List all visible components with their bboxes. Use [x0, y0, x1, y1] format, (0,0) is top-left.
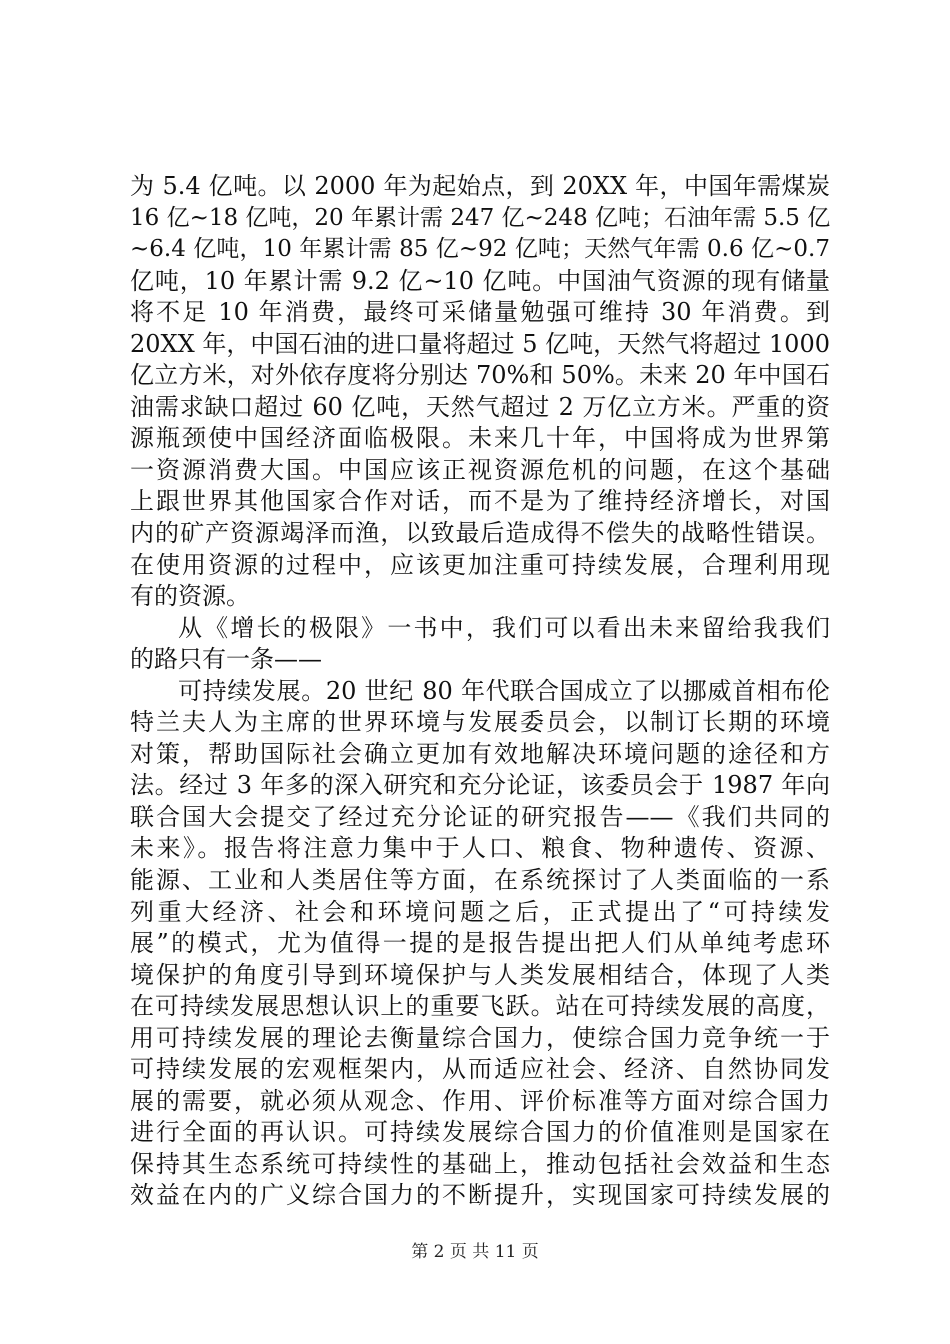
text-line: 源瓶颈使中国经济面临极限。未来几十年，中国将成为世界第 — [130, 424, 830, 453]
text-line: 能源、工业和人类居住等方面，在系统探讨了人类面临的一系 — [130, 866, 830, 894]
text-line: 20XX 年，中国石油的进口量将超过 5 亿吨，天然气将超过 1000 — [130, 329, 830, 358]
text-line: 境保护的角度引导到环境保护与人类发展相结合，体现了人类 — [130, 960, 830, 989]
text-line: 将不足 10 年消费，最终可采储量勉强可维持 30 年消费。到 — [130, 298, 830, 327]
paragraph-first-line: 可持续发展。20 世纪 80 年代联合国成立了以挪威首相布伦 — [178, 676, 830, 705]
text-line: 16 亿~18 亿吨，20 年累计需 247 亿~248 亿吨；石油年需 5.5 亿 — [130, 204, 831, 231]
text-line: 展的需要，就必须从观念、作用、评价标准等方面对综合国力 — [130, 1086, 830, 1115]
text-line: 展”的模式，尤为值得一提的是报告提出把人们从单纯考虑环 — [130, 929, 830, 958]
text-line: 在可持续发展思想认识上的重要飞跃。站在可持续发展的高度， — [130, 992, 830, 1021]
text-line: 法。经过 3 年多的深入研究和充分论证，该委员会于 1987 年向 — [130, 771, 830, 800]
text-line: 进行全面的再认识。可持续发展综合国力的价值准则是国家在 — [130, 1118, 830, 1147]
text-line: 亿吨，10 年累计需 9.2 亿~10 亿吨。中国油气资源的现有储量 — [130, 266, 830, 295]
text-line: 未来》。报告将注意力集中于人口、粮食、物种遗传、资源、 — [130, 834, 830, 863]
text-line: 为 5.4 亿吨。以 2000 年为起始点，到 20XX 年，中国年需煤炭 — [130, 172, 830, 200]
text-line: 亿立方米，对外依存度将分别达 70%和 50%。未来 20 年中国石 — [130, 361, 830, 390]
text-line: 特兰夫人为主席的世界环境与发展委员会，以制订长期的环境 — [130, 708, 830, 737]
text-line: 内的矿产资源竭泽而渔，以致最后造成得不偿失的战略性错误。 — [130, 519, 830, 547]
paragraph-first-line: 从《增长的极限》一书中，我们可以看出未来留给我我们 — [178, 613, 830, 642]
text-line: 用可持续发展的理论去衡量综合国力，使综合国力竞争统一于 — [130, 1023, 830, 1052]
text-line: 上跟世界其他国家合作对话，而不是为了维持经济增长，对国 — [130, 487, 830, 516]
text-line: 的路只有一条—— — [130, 645, 322, 674]
text-line: 在使用资源的过程中，应该更加注重可持续发展，合理利用现 — [130, 550, 830, 579]
text-line: 保持其生态系统可持续性的基础上，推动包括社会效益和生态 — [130, 1149, 830, 1178]
page-number-footer: 第 2 页 共 11 页 — [411, 1242, 539, 1262]
text-line: 效益在内的广义综合国力的不断提升，实现国家可持续发展的 — [130, 1181, 830, 1210]
text-line: 联合国大会提交了经过充分论证的研究报告——《我们共同的 — [130, 802, 830, 831]
text-line: 一资源消费大国。中国应该正视资源危机的问题，在这个基础 — [130, 455, 830, 484]
text-line: 有的资源。 — [130, 582, 250, 611]
text-line: 对策，帮助国际社会确立更加有效地解决环境问题的途径和方 — [130, 739, 830, 768]
text-line: 可持续发展的宏观框架内，从而适应社会、经济、自然协同发 — [130, 1055, 830, 1084]
text-line: ~6.4 亿吨，10 年累计需 85 亿~92 亿吨；天然气年需 0.6 亿~0.7 — [130, 236, 830, 263]
text-line: 列重大经济、社会和环境问题之后，正式提出了“可持续发 — [130, 897, 830, 926]
text-line: 油需求缺口超过 60 亿吨，天然气超过 2 万亿立方米。严重的资 — [130, 392, 830, 421]
